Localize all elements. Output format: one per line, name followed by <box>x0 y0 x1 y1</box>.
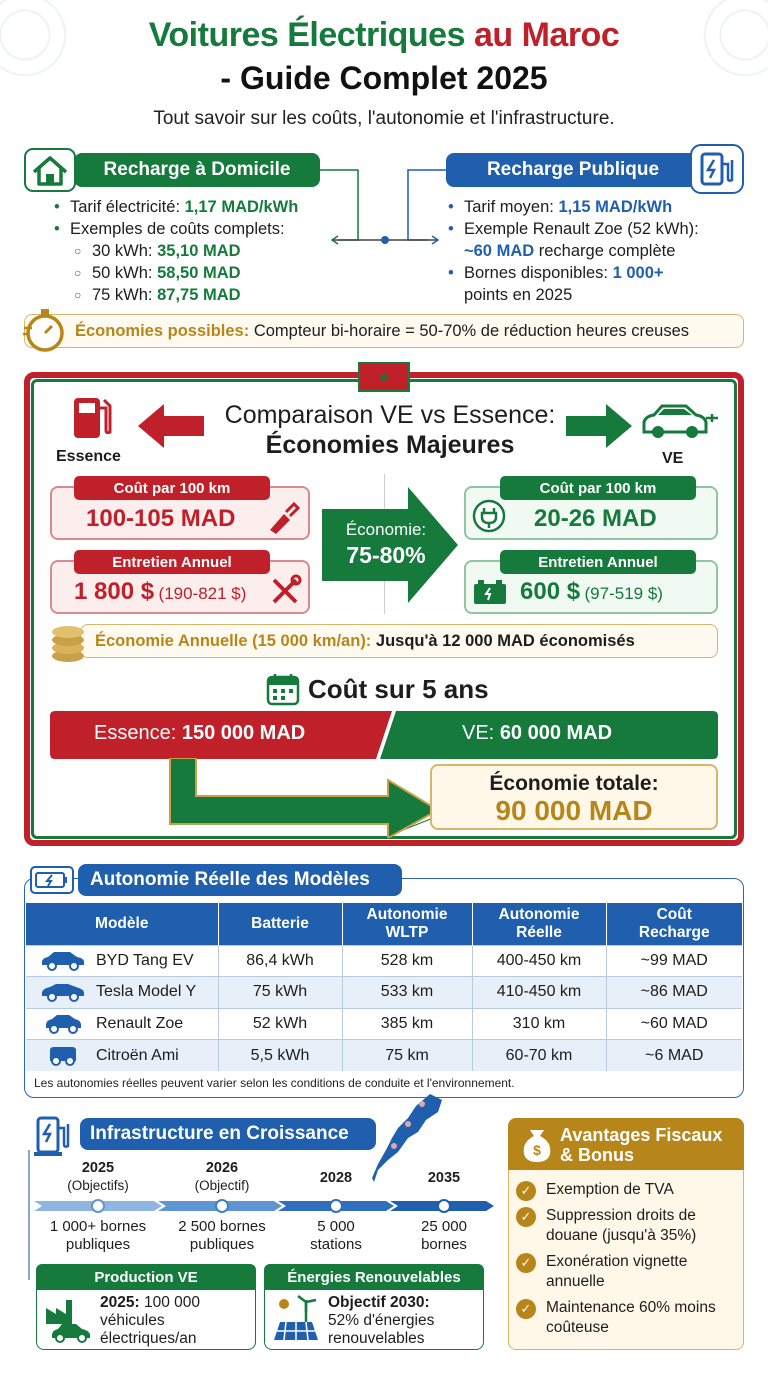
table-row: Citroën Ami 5,5 kWh 75 km 60-70 km ~6 MAD <box>26 1040 742 1072</box>
timeline-year: 2026 <box>205 1160 239 1176</box>
autonomy-table <box>26 903 742 1071</box>
fiscal-title: $ Avantages Fiscaux & Bonus <box>508 1118 744 1170</box>
list-item: ○ 30 kWh: 35,10 MAD <box>52 240 352 262</box>
table-row: Tesla Model Y 75 kWh 533 km 410-450 km ~86 MAD <box>26 977 742 1009</box>
charging-station-icon <box>32 1112 78 1158</box>
svg-text:$: $ <box>533 1142 541 1158</box>
money-bag-icon <box>518 1126 556 1164</box>
charging-station-icon <box>690 144 744 194</box>
infrastructure-title: Infrastructure en Croissance <box>80 1118 376 1150</box>
coins-icon <box>48 618 88 664</box>
arrow-left-icon <box>138 404 204 448</box>
autonomy-note: Les autonomies réelles peuvent varier selon les conditions de conduite et l'environnement. <box>34 1076 515 1090</box>
fuel-cost-value: 100-105 MAD <box>86 505 236 532</box>
table-header: Coût Recharge <box>606 903 742 945</box>
autonomy-title: Autonomie Réelle des Modèles <box>78 864 402 896</box>
battery-charge-icon <box>30 866 74 894</box>
fuel-cost-tab: Coût par 100 km <box>74 476 270 500</box>
list-item: • Tarif électricité: 1,17 MAD/kWh <box>52 196 352 218</box>
page-subtitle: Tout savoir sur les coûts, l'autonomie et l'infrastructure. <box>153 108 615 129</box>
production-text: 2025: 100 000 véhicules électriques/an <box>100 1294 200 1347</box>
car-icon <box>40 1046 86 1066</box>
fuel-maintenance-tab: Entretien Annuel <box>74 550 270 574</box>
ev-cost-value: 20-26 MAD <box>534 505 657 532</box>
renewables-title: Énergies Renouvelables <box>264 1264 484 1290</box>
calendar-icon <box>266 672 300 706</box>
economy-label: Économie: <box>345 520 427 539</box>
five-year-ev: VE: 60 000 MAD <box>462 722 613 744</box>
car-icon <box>40 982 86 1002</box>
list-item: • Exemples de coûts complets: <box>52 218 352 240</box>
electric-car-icon <box>638 398 720 444</box>
five-year-fuel: Essence: 150 000 MAD <box>94 722 306 744</box>
comparison-title: Comparaison VE vs Essence: Économies Majeures <box>224 401 556 459</box>
nozzle-icon <box>266 500 300 534</box>
check-icon: ✓ <box>516 1299 536 1319</box>
list-item: ✓ Maintenance 60% moins coûteuse <box>516 1298 738 1338</box>
connector-lines <box>318 160 452 250</box>
timeline-sub: (Objectif) <box>194 1178 250 1193</box>
timeline-value: 5 000 stations <box>310 1218 362 1253</box>
ev-maintenance-value: 600 $ (97-519 $) <box>520 578 663 605</box>
list-item: • Exemple Renault Zoe (52 kWh): ~60 MAD recharge complète <box>446 218 746 262</box>
stopwatch-icon <box>22 306 68 354</box>
fuel-label: Essence <box>56 448 121 465</box>
timeline-year: 2028 <box>319 1170 353 1186</box>
list-item: ✓ Exonération vignette annuelle <box>516 1252 738 1292</box>
list-item: ✓ Suppression droits de douane (jusqu'à 35%) <box>516 1206 738 1246</box>
plug-icon <box>472 499 506 533</box>
home-charging-list <box>52 196 352 306</box>
morocco-flag-icon: ★ <box>358 362 410 392</box>
list-item: • Bornes disponibles: 1 000+ points en 2025 <box>446 262 746 306</box>
check-icon: ✓ <box>516 1253 536 1273</box>
ev-maintenance-tab: Entretien Annuel <box>500 550 696 574</box>
public-charging-list <box>446 196 746 306</box>
car-icon <box>40 1014 86 1034</box>
list-item: ○ 75 kWh: 87,75 MAD <box>52 284 352 306</box>
house-icon <box>24 148 76 192</box>
production-title: Production VE <box>36 1264 256 1290</box>
timeline-value: 25 000 bornes <box>421 1218 467 1253</box>
list-item: • Tarif moyen: 1,15 MAD/kWh <box>446 196 746 218</box>
economy-value: 75-80% <box>346 542 426 568</box>
car-icon <box>40 951 86 971</box>
fuel-pump-icon <box>70 394 118 442</box>
public-charging-title: Recharge Publique <box>446 153 700 187</box>
table-row: BYD Tang EV 86,4 kWh 528 km 400-450 km ~99 MAD <box>26 945 742 977</box>
timeline-year: 2025 <box>81 1160 115 1176</box>
solar-wind-icon <box>272 1294 322 1344</box>
list-item: ✓ Exemption de TVA <box>516 1180 738 1200</box>
battery-icon <box>472 578 508 606</box>
timeline-sub: (Objectifs) <box>67 1178 129 1193</box>
timeline-year: 2035 <box>427 1170 461 1186</box>
check-icon: ✓ <box>516 1207 536 1227</box>
five-year-title: Coût sur 5 ans <box>308 674 489 704</box>
total-economy-box: Économie totale: 90 000 MAD <box>430 764 718 830</box>
page-title: Voitures Électriques au Maroc <box>148 16 620 54</box>
fiscal-list <box>516 1180 738 1344</box>
tools-icon <box>270 574 302 606</box>
arrow-right-icon <box>566 404 632 448</box>
total-arrow <box>166 758 442 838</box>
table-row: Renault Zoe 52 kWh 385 km 310 km ~60 MAD <box>26 1008 742 1040</box>
page-title-line2: - Guide Complet 2025 <box>220 60 548 96</box>
table-header: Batterie <box>218 903 342 945</box>
table-header: Modèle <box>26 903 218 945</box>
infra-frame-line <box>28 1150 30 1280</box>
home-charging-title: Recharge à Domicile <box>74 153 320 187</box>
ev-cost-tab: Coût par 100 km <box>500 476 696 500</box>
savings-banner: Économies possibles: Compteur bi-horaire = 50-70% de réduction heures creuses <box>24 314 744 348</box>
renewables-text: Objectif 2030: 52% d'énergies renouvelables <box>328 1294 435 1347</box>
ev-label: VE <box>662 450 684 467</box>
timeline-value: 1 000+ bornes publiques <box>49 1218 147 1253</box>
timeline-value: 2 500 bornes publiques <box>178 1218 266 1253</box>
list-item: ○ 50 kWh: 58,50 MAD <box>52 262 352 284</box>
check-icon: ✓ <box>516 1181 536 1201</box>
annual-economy-bar: Économie Annuelle (15 000 km/an): Jusqu'à 12 000 MAD économisés <box>80 624 718 658</box>
table-header: Autonomie Réelle <box>472 903 606 945</box>
factory-icon <box>44 1294 94 1344</box>
table-header-row <box>26 903 742 945</box>
timeline-bar <box>34 1199 494 1213</box>
table-header: Autonomie WLTP <box>342 903 472 945</box>
fuel-maintenance-value: 1 800 $ (190-821 $) <box>74 578 247 605</box>
